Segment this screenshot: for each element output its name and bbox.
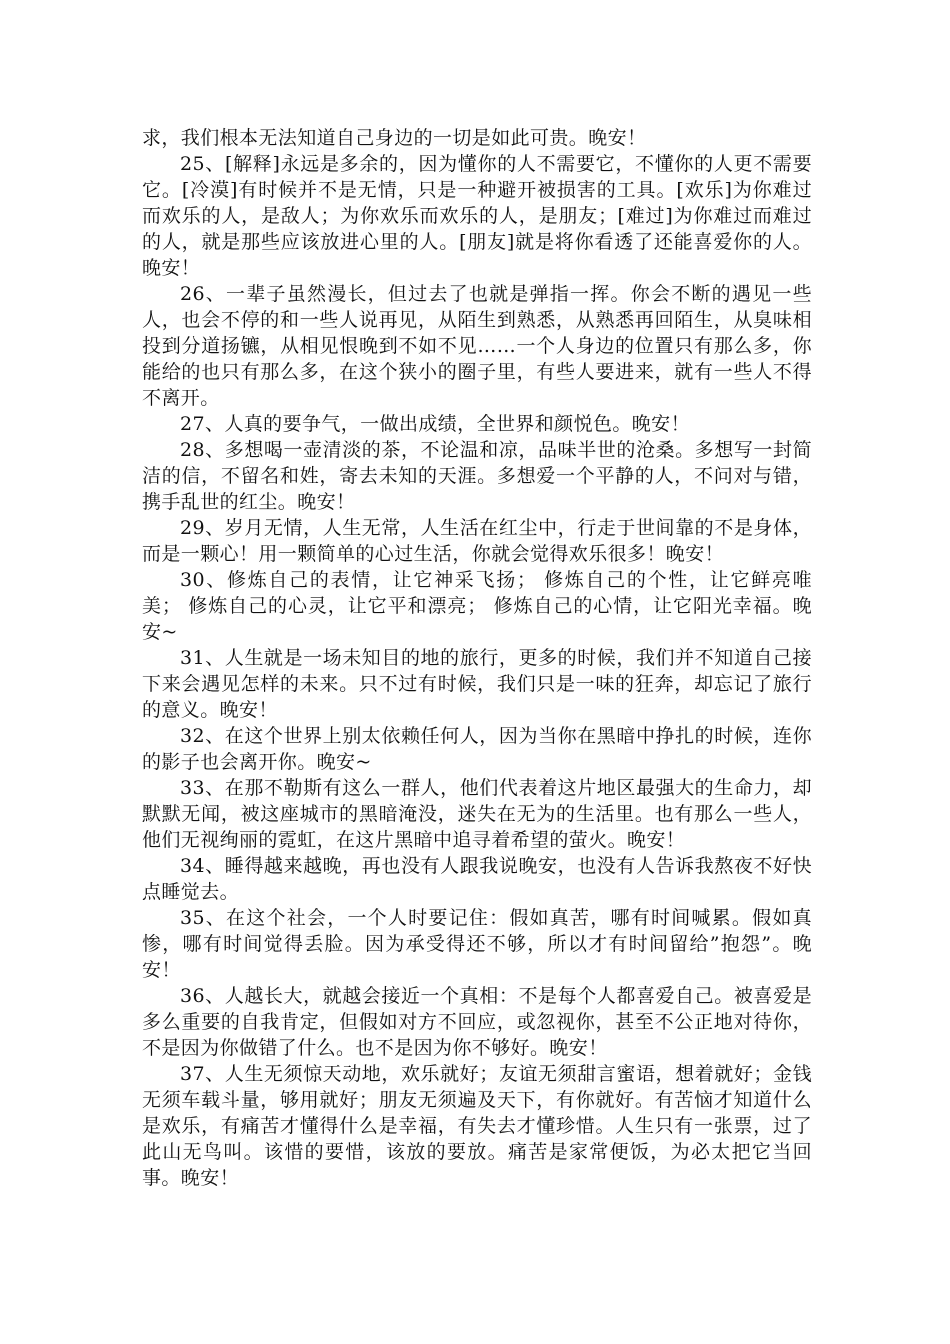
document-body <box>142 125 812 1191</box>
paragraph-34: 34、睡得越来越晚，再也没有人跟我说晚安，也没有人告诉我熬夜不好快点睡觉去。 <box>142 855 812 903</box>
paragraph-35: 35、在这个社会，一个人时要记住：假如真苦，哪有时间喊累。假如真惨，哪有时间觉得丢脸。因为承受得还不够，所以才有时间留给”抱怨”。晚安！ <box>142 907 812 981</box>
paragraph-33: 33、在那不勒斯有这么一群人，他们代表着这片地区最强大的生命力，却默默无闻，被这座城市的黑暗淹没，迷失在无为的生活里。也有那么一些人，他们无视绚丽的霓虹，在这片黑暗中追寻着希望的萤火。晚安！ <box>142 777 812 851</box>
paragraph-26: 26、一辈子虽然漫长，但过去了也就是弹指一挥。你会不断的遇见一些人，也会不停的和一些人说再见，从陌生到熟悉，从熟悉再回陌生，从臭味相投到分道扬镳，从相见恨晚到不如不见……一个人身边的位置只有那么多，你能给的也只有那么多，在这个狭小的圈子里，有些人要进来，就有一些人不得不离开。 <box>142 283 812 409</box>
paragraph-30: 30、修炼自己的表情，让它神采飞扬； 修炼自己的个性，让它鲜亮唯美； 修炼自己的心灵，让它平和漂亮； 修炼自己的心情，让它阳光幸福。晚安~ <box>142 569 812 643</box>
paragraph-31: 31、人生就是一场未知目的地的旅行，更多的时候，我们并不知道自己接下来会遇见怎样的未来。只不过有时候，我们只是一味的狂奔，却忘记了旅行的意义。晚安！ <box>142 647 812 721</box>
paragraph-28: 28、多想喝一壶清淡的茶，不论温和凉，品味半世的沧桑。多想写一封简洁的信，不留名和姓，寄去未知的天涯。多想爱一个平静的人，不问对与错，携手乱世的红尘。晚安！ <box>142 439 812 513</box>
paragraph-36: 36、人越长大，就越会接近一个真相：不是每个人都喜爱自己。被喜爱是多么重要的自我肯定，但假如对方不回应，或忽视你，甚至不公正地对待你，不是因为你做错了什么。也不是因为你不够好。晚安！ <box>142 985 812 1059</box>
paragraph-27: 27、人真的要争气，一做出成绩，全世界和颜悦色。晚安！ <box>180 413 690 435</box>
paragraph-32: 32、在这个世界上别太依赖任何人，因为当你在黑暗中挣扎的时候，连你的影子也会离开你。晚安~ <box>142 725 812 773</box>
paragraph-29: 29、岁月无情，人生无常，人生活在红尘中，行走于世间靠的不是身体，而是一颗心！用一颗简单的心过生活，你就会觉得欢乐很多！晚安！ <box>142 517 812 565</box>
paragraph-continuation: 求，我们根本无法知道自己身边的一切是如此可贵。晚安！ <box>142 127 647 149</box>
paragraph-25: 25、[解释]永远是多余的，因为懂你的人不需要它，不懂你的人更不需要它。[冷漠]有时候并不是无情，只是一种避开被损害的工具。[欢乐]为你难过而欢乐的人，是敌人；为你欢乐而欢乐的人，是朋友；[难过]为你难过而难过的人，就是那些应该放进心里的人。[朋友]就是将你看透了还能喜爱你的人。晚安！ <box>142 153 812 279</box>
paragraph-37: 37、人生无须惊天动地，欢乐就好；友谊无须甜言蜜语，想着就好；金钱无须车载斗量，够用就好；朋友无须遍及天下，有你就好。有苦恼才知道什么是欢乐，有痛苦才懂得什么是幸福，有失去才懂珍惜。人生只有一张票，过了此山无鸟叫。该惜的要惜，该放的要放。痛苦是家常便饭，为必太把它当回事。晚安！ <box>142 1063 812 1189</box>
